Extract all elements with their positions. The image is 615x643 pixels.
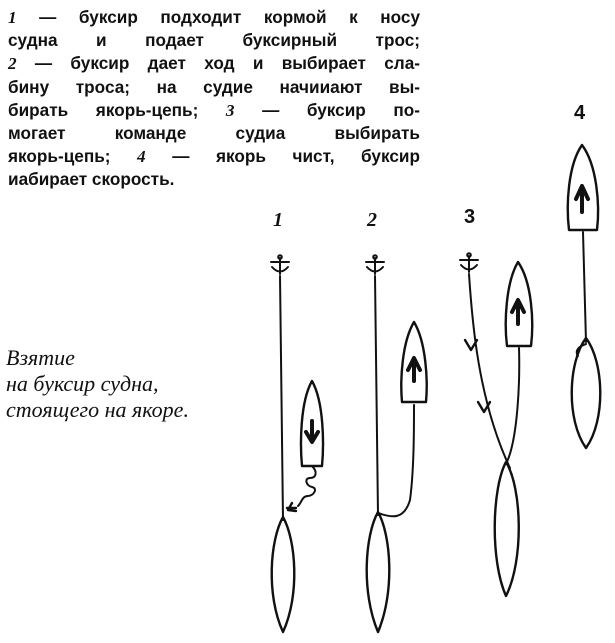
stage-ref: 4 — [137, 147, 146, 167]
stage-ref: 2 — [8, 54, 17, 74]
anchor-icon — [366, 255, 384, 274]
arrow-down-icon — [306, 421, 318, 442]
caption-line: 1 — буксир подходит кормой к носу — [8, 7, 420, 27]
caption-line: бирать якорь-цепь; 3 — буксир по- — [8, 99, 420, 120]
stage-label-1: 1 — [273, 209, 283, 231]
figure-title-line: на буксир судна, — [6, 371, 159, 396]
anchor-chain — [280, 276, 283, 520]
tow-rope — [506, 348, 519, 464]
ship-hull — [495, 462, 519, 596]
anchor-icon — [577, 344, 586, 356]
arrow-up-icon — [512, 300, 524, 324]
anchor-chain — [469, 274, 510, 468]
caption-line: 2 — буксир дает ход и выбирает сла- — [8, 53, 420, 74]
figure-title-line: стоящего на якоре. — [6, 397, 189, 422]
stage-label-3: 3 — [464, 206, 476, 228]
stage-3-group — [460, 253, 532, 596]
stage-label-2: 2 — [367, 209, 377, 231]
stage-ref: 3 — [225, 100, 235, 120]
stage-1-group — [271, 255, 323, 632]
figure-title-line: Взятие — [6, 345, 75, 370]
caption-line: судна и подает буксирный трос; — [8, 30, 420, 51]
stage-label-4: 4 — [574, 102, 586, 124]
stage-2-group — [366, 255, 427, 632]
ship-hull — [367, 512, 390, 632]
caption-line: бину троса; на судие начииают вы- — [8, 76, 420, 97]
tow-rope — [583, 232, 586, 342]
stage-4-group — [568, 145, 600, 448]
tow-rope-coil — [298, 466, 316, 506]
anchor-icon — [460, 253, 478, 272]
caption-line: якорь-цепь; 4 — якорь чист, буксир — [8, 146, 420, 167]
anchor-chain — [375, 276, 378, 515]
anchor-icon — [271, 255, 289, 274]
tow-rope — [378, 405, 414, 516]
arrow-icon — [287, 503, 296, 511]
ship-hull — [272, 517, 295, 632]
caption-line: могает команде судиа выбирать — [8, 123, 420, 144]
ship-hull — [572, 338, 601, 448]
caption-line: иабирает скорость. — [8, 169, 175, 190]
stage-ref: 1 — [8, 8, 17, 27]
arrow-up-icon — [576, 186, 588, 212]
arrow-up-icon — [408, 358, 420, 381]
arrow-icon — [465, 340, 477, 350]
